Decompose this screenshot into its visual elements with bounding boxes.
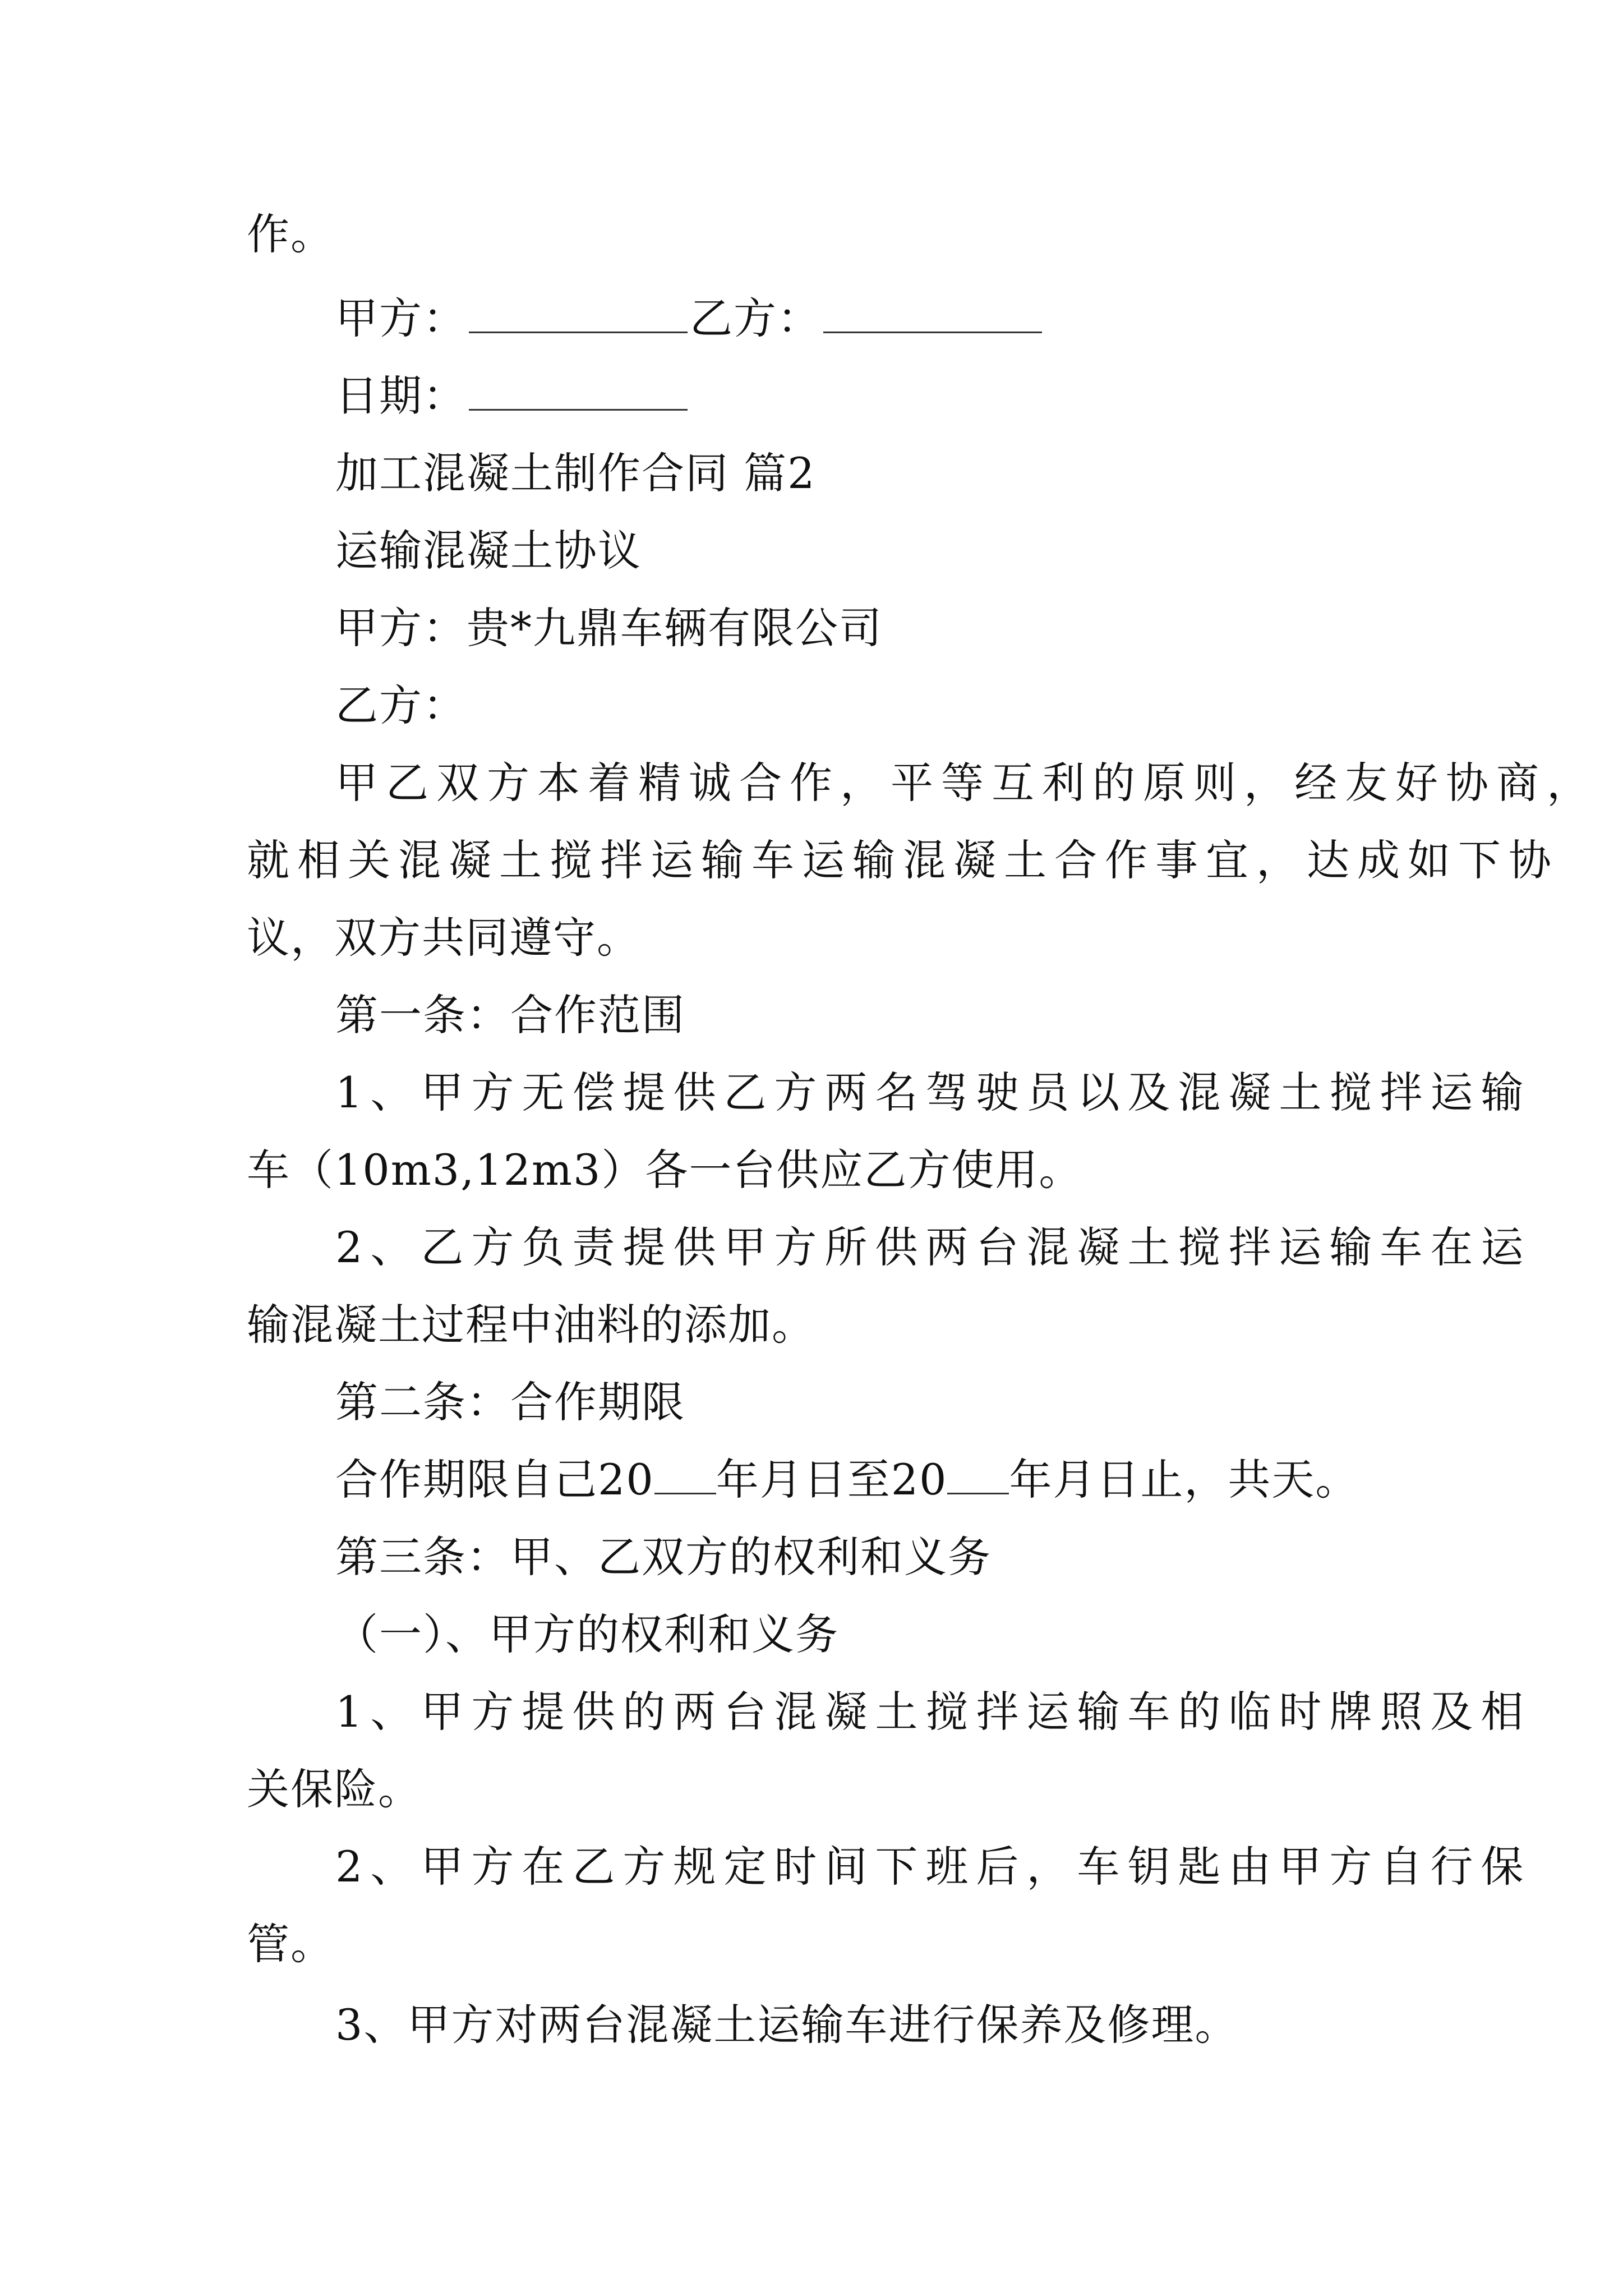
party-a-label: 甲方： <box>335 293 467 343</box>
clause-line: 关保险。 <box>247 1764 422 1814</box>
clause-line: 2、乙方负责提供甲方所供两台混凝土搅拌运输车在运 <box>335 1222 1532 1272</box>
agreement-title: 运输混凝土协议 <box>335 526 642 576</box>
party-b-label: 乙方： <box>690 293 821 343</box>
text-line-continuation: 作。 <box>247 209 334 259</box>
year-blank <box>947 1453 1009 1494</box>
date-line <box>335 368 690 424</box>
term-text-start: 合作期限自己20 <box>335 1455 654 1504</box>
paragraph-line: 议，双方共同遵守。 <box>247 913 640 963</box>
article-heading: 第一条：合作范围 <box>335 990 685 1040</box>
term-line <box>335 1452 1359 1508</box>
clause-line: 管。 <box>247 1919 334 1969</box>
party-b-line: 乙方： <box>335 680 467 730</box>
party-a-line: 甲方：贵*九鼎车辆有限公司 <box>335 603 883 653</box>
article-heading: 第二条：合作期限 <box>335 1377 685 1427</box>
clause-line: 1、甲方无偿提供乙方两名驾驶员以及混凝土搅拌运输 <box>335 1068 1532 1117</box>
date-label: 日期： <box>335 371 467 421</box>
section-heading: 加工混凝土制作合同 篇2 <box>335 448 816 498</box>
year-blank <box>654 1453 716 1494</box>
party-a-blank <box>469 292 688 333</box>
party-b-blank <box>823 292 1042 333</box>
clause-line: 2、甲方在乙方规定时间下班后，车钥匙由甲方自行保 <box>335 1842 1532 1892</box>
paragraph-line: 就相关混凝土搅拌运输车运输混凝土合作事宜，达成如下协 <box>247 835 1559 885</box>
paragraph-line: 甲乙双方本着精诚合作，平等互利的原则，经友好协商， <box>335 758 1597 808</box>
clause-line: 车（10m3,12m3）各一台供应乙方使用。 <box>247 1145 1083 1195</box>
clause-line: 1、甲方提供的两台混凝土搅拌运输车的临时牌照及相 <box>335 1687 1532 1737</box>
clause-line: 3、甲方对两台混凝土运输车进行保养及修理。 <box>335 2000 1239 2050</box>
clause-line: 输混凝土过程中油料的添加。 <box>247 1300 815 1350</box>
article-heading: 第三条：甲、乙双方的权利和义务 <box>335 1532 992 1582</box>
subsection-heading: （一）、甲方的权利和义务 <box>335 1609 839 1659</box>
signature-line-parties <box>335 291 1044 347</box>
term-text-end: 年月日止，共天。 <box>1009 1455 1359 1504</box>
date-blank <box>469 370 688 411</box>
term-text-middle: 年月日至20 <box>716 1455 948 1504</box>
